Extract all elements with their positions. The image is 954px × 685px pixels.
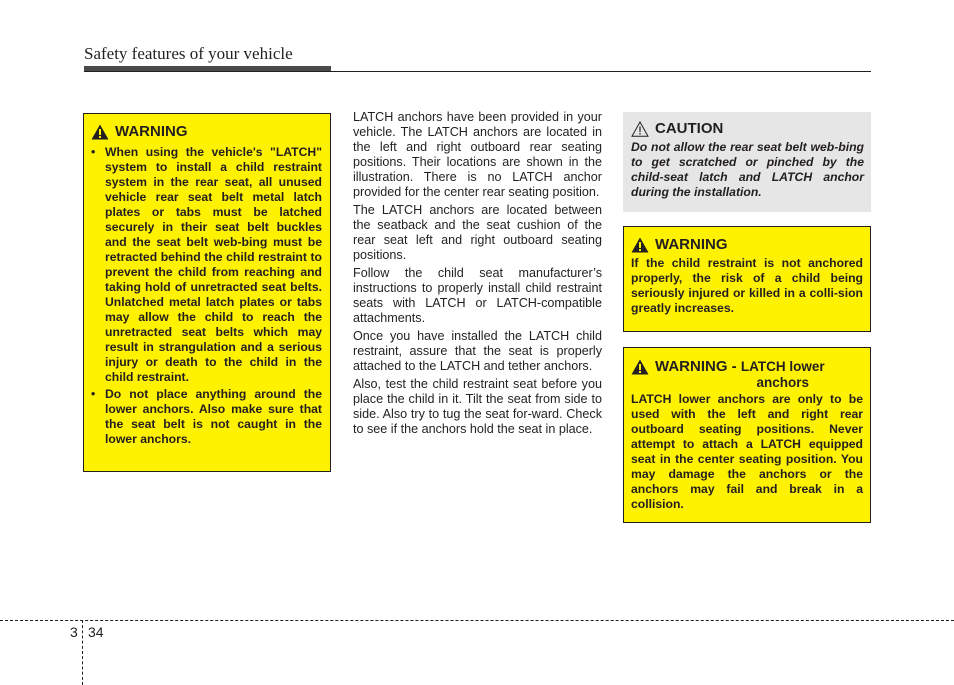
- bullet-dot: •: [91, 145, 96, 159]
- caution-title: [631, 120, 864, 138]
- left-warning-title-text: WARNING: [115, 123, 188, 140]
- latch-warning-subtitle-line: anchors: [756, 375, 809, 390]
- latch-warning-title: [631, 358, 863, 391]
- right-warning-text: If the child restraint is not anchored properly, the risk of a child being seriously injured or killed in a colli-sion greatly increases.: [631, 256, 863, 315]
- footer-vertical-dashed-rule: [82, 620, 83, 685]
- bullet-dot: •: [91, 387, 96, 401]
- latch-warning-subtitle-line: LATCH lower: [740, 359, 825, 374]
- footer-dashed-rule: [0, 620, 954, 621]
- page-number: 34: [88, 624, 104, 640]
- body-paragraph: LATCH anchors have been provided in your vehicle. The LATCH anchors are located in the left and right outboard rear seating positions. Their locations are shown in the illustration. There is no LATCH anchor provided for the center rear seating position.: [353, 110, 602, 199]
- caution-title-text: CAUTION: [655, 120, 724, 137]
- right-warning-title-text: WARNING: [655, 236, 728, 253]
- warning-icon: [631, 359, 649, 375]
- header-rule: [84, 71, 871, 72]
- caution-box: [623, 112, 871, 212]
- left-warning-box: [83, 113, 331, 472]
- right-warning-box: [623, 226, 871, 332]
- latch-warning-box: [623, 347, 871, 523]
- chapter-number: 3: [70, 624, 78, 640]
- body-paragraph: Once you have installed the LATCH child restraint, assure that the seat is properly attached to the LATCH and tether anchors.: [353, 329, 602, 373]
- left-warning-bullet: [91, 387, 322, 447]
- left-warning-bullet: [91, 145, 322, 385]
- right-warning-title: [631, 236, 863, 254]
- latch-warning-text: LATCH lower anchors are only to be used with the left and right rear outboard seating positions. Never attempt to attach a LATCH equipped seat in the center seating position. You may damage the anchors or the anchors may fail and break in a collision.: [631, 392, 863, 511]
- caution-icon: [631, 121, 649, 137]
- body-paragraph: The LATCH anchors are located between the seatback and the seat cushion of the rear seat left and right outboard seating positions.: [353, 203, 602, 262]
- warning-icon: [91, 124, 109, 140]
- left-warning-bullet-text: Do not place anything around the lower anchors. Also make sure that the seat belt is not caught in the lower anchors.: [105, 387, 322, 446]
- body-paragraph: Also, test the child restraint seat before you place the child in it. Tilt the seat from side to side. Also try to tug the seat for-ward. Check to see if the anchors hold the seat in place.: [353, 377, 602, 436]
- latch-warning-subtitle: [741, 359, 825, 391]
- caution-text: Do not allow the rear seat belt web-bing to get scratched or pinched by the child-seat latch and LATCH anchor during the installation.: [631, 140, 864, 199]
- body-paragraph: Follow the child seat manufacturer’s instructions to properly install child restraint seats with LATCH or LATCH-compatible attachments.: [353, 266, 602, 325]
- page-header-title: Safety features of your vehicle: [84, 44, 293, 63]
- body-text-column: [353, 110, 602, 440]
- warning-icon: [631, 237, 649, 253]
- left-warning-title: [91, 123, 322, 141]
- left-warning-bullet-text: When using the vehicle's "LATCH" system to install a child restraint system in the rear seat, all unused vehicle rear seat belt metal latch plates or tabs must be latched securely in their seat belt buckles and the seat belt web-bing must be retracted behind the child restraint to prevent the child from reaching and taking hold of unretracted seat belts. Unlatched metal latch plates or tabs may allow the child to reach the unretracted seat belts which may result in strangulation and a serious injury or death to the child in the child restraint.: [105, 145, 322, 384]
- latch-warning-title-text: WARNING -: [655, 358, 741, 375]
